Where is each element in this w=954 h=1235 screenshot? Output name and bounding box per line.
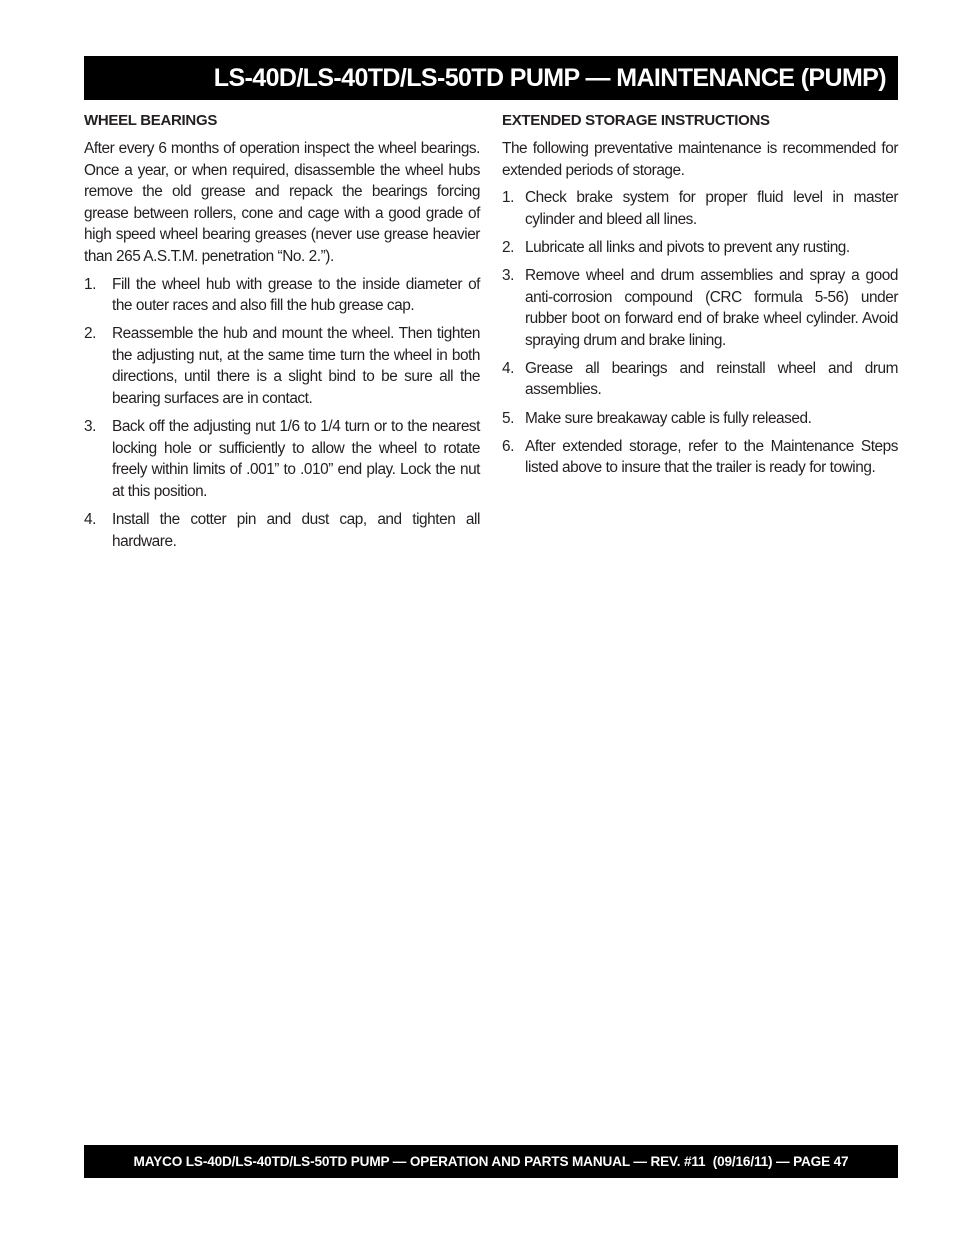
step-text: Back off the adjusting nut 1/6 to 1/4 turn or to the nearest locking hole or sufficiently to allow the wheel to rotate freely within limits of .001” to .010” end play. Lock the nut at this position. bbox=[112, 418, 480, 500]
wheel-bearings-steps bbox=[84, 274, 480, 553]
step-number: 6. bbox=[502, 437, 514, 455]
step-number: 4. bbox=[84, 511, 96, 528]
footer-text: MAYCO LS-40D/LS-40TD/LS-50TD PUMP — OPERATION AND PARTS MANUAL — REV. #11 (09/16/11) — PAGE 47 bbox=[133, 1154, 849, 1169]
wheel-bearings-section bbox=[84, 111, 480, 559]
extended-storage-heading: EXTENDED STORAGE INSTRUCTIONS bbox=[502, 112, 770, 129]
page-footer-bar bbox=[84, 1145, 898, 1178]
wheel-bearings-intro: After every 6 months of operation inspect the wheel bearings. Once a year, or when required, disassemble the wheel hubs remove the old grease and repack the bearings forcing grease between rollers, cone and cage with a good grade of high speed wheel bearing greases (never use grease heavier than 265 A.S.T.M. penetration “No. 2.”). bbox=[84, 140, 480, 265]
list-item bbox=[502, 408, 898, 430]
list-item bbox=[502, 187, 898, 230]
step-number: 1. bbox=[84, 275, 96, 293]
list-item bbox=[502, 265, 898, 351]
page-header-bar bbox=[84, 56, 898, 100]
step-text: Install the cotter pin and dust cap, and tighten all hardware. bbox=[112, 511, 480, 550]
step-number: 4. bbox=[502, 359, 514, 377]
list-item bbox=[84, 509, 480, 552]
step-text: Grease all bearings and reinstall wheel and drum assemblies. bbox=[525, 359, 898, 399]
step-text: Remove wheel and drum assemblies and spray a good anti-corrosion compound (CRC formula 5-56) under rubber boot on forward end of brake wheel cylinder. Avoid spraying drum and brake lining. bbox=[525, 266, 898, 349]
step-number: 3. bbox=[502, 266, 514, 284]
step-number: 1. bbox=[502, 189, 514, 207]
step-text: After extended storage, refer to the Maintenance Steps listed above to insure that the trailer is ready for towing. bbox=[525, 437, 898, 477]
extended-storage-steps bbox=[502, 187, 898, 479]
step-number: 2. bbox=[502, 238, 514, 256]
step-number: 5. bbox=[502, 409, 514, 427]
list-item bbox=[84, 416, 480, 502]
list-item bbox=[84, 323, 480, 409]
page-title: LS-40D/LS-40TD/LS-50TD PUMP — MAINTENANCE (PUMP) bbox=[213, 63, 886, 92]
step-number: 2. bbox=[84, 325, 96, 343]
list-item bbox=[502, 436, 898, 479]
step-text: Check brake system for proper fluid level in master cylinder and bleed all lines. bbox=[525, 189, 898, 228]
list-item bbox=[502, 358, 898, 401]
list-item bbox=[84, 274, 480, 317]
list-item bbox=[502, 237, 898, 259]
step-number: 3. bbox=[84, 418, 96, 436]
extended-storage-intro: The following preventative maintenance is recommended for extended periods of storage. bbox=[502, 140, 898, 179]
step-text: Reassemble the hub and mount the wheel. Then tighten the adjusting nut, at the same time turn the wheel in both directions, until there is a slight bind to be sure all the bearing surfaces are in contact. bbox=[112, 325, 480, 408]
wheel-bearings-heading: WHEEL BEARINGS bbox=[84, 112, 218, 129]
step-text: Fill the wheel hub with grease to the inside diameter of the outer races and also fill the hub grease cap. bbox=[112, 275, 480, 315]
step-text: Lubricate all links and pivots to prevent any rusting. bbox=[525, 238, 850, 256]
step-text: Make sure breakaway cable is fully released. bbox=[525, 409, 812, 427]
extended-storage-section bbox=[502, 111, 898, 485]
